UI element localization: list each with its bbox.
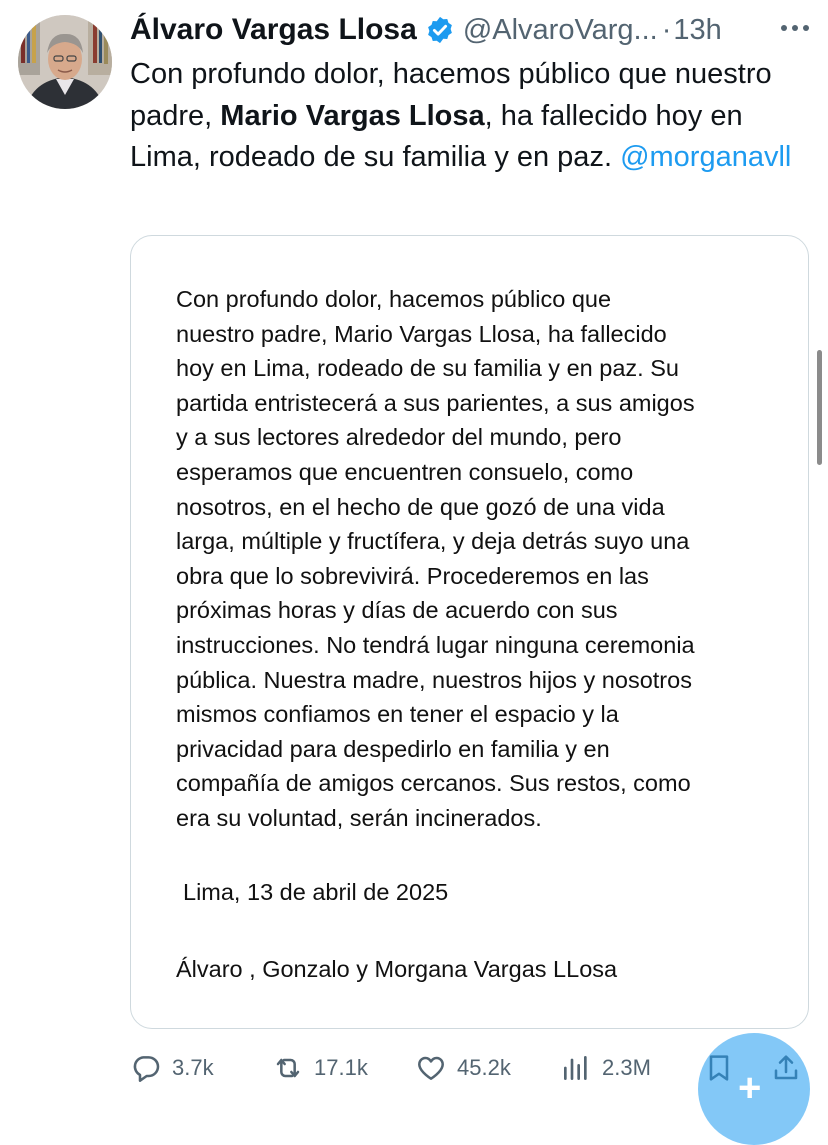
scrollbar[interactable] (817, 350, 822, 465)
reply-icon (130, 1052, 162, 1084)
tweet-timestamp[interactable]: 13h (673, 13, 722, 46)
views-chart-icon (560, 1052, 592, 1084)
tweet-text-part: , ha fallecido hoy en Lima, rodeado de su familia y en paz. (130, 99, 743, 173)
more-options-icon[interactable] (778, 18, 812, 38)
statement-line: nosotros, en el hecho de que gozó de una vida (176, 493, 665, 520)
tweet-text-bold: Mario Vargas Llosa (220, 99, 485, 132)
statement-line: y a sus lectores alrededor del mundo, pero (176, 424, 622, 451)
media-image[interactable] (130, 235, 809, 1029)
statement-line: pública. Nuestra madre, nuestros hijos y nosotros (176, 666, 692, 693)
statement-line: partida entristecerá a sus parientes, a sus amigos (176, 389, 695, 416)
statement-line: compañía de amigos cercanos. Sus restos, como (176, 770, 691, 797)
like-button[interactable] (415, 1046, 511, 1090)
tweet-text (130, 54, 800, 179)
tweet-header (130, 12, 820, 48)
repost-icon (272, 1052, 304, 1084)
plus-icon: + (738, 1066, 762, 1110)
avatar[interactable] (18, 15, 112, 109)
views-button[interactable] (560, 1046, 651, 1090)
tweet-text-part: Con profundo dolor, hacemos público que nuestro padre, (130, 58, 772, 132)
statement-line: esperamos que encuentren consuelo, como (176, 458, 634, 485)
statement-line: mismos confiamos en tener el espacio y la (176, 701, 619, 728)
statement-line: obra que lo sobrevivirá. Procederemos en las (176, 562, 649, 589)
statement-line: era su voluntad, serán incinerados. (176, 804, 542, 831)
verified-badge-icon (425, 15, 455, 45)
avatar-photo (18, 15, 112, 109)
statement-line: nuestro padre, Mario Vargas Llosa, ha fallecido (176, 320, 667, 347)
mention-link[interactable]: @morganavll (620, 141, 792, 173)
header-separator: · (661, 13, 672, 46)
reply-button[interactable] (130, 1046, 214, 1090)
author-name[interactable]: Álvaro Vargas Llosa (130, 13, 417, 46)
reply-count: 3.7k (172, 1055, 214, 1080)
repost-button[interactable] (272, 1046, 368, 1090)
statement-line: instrucciones. No tendrá lugar ninguna ceremonia (176, 631, 695, 658)
like-count: 45.2k (457, 1055, 511, 1080)
repost-count: 17.1k (314, 1055, 368, 1080)
statement-signature: Álvaro , Gonzalo y Morgana Vargas LLosa (176, 956, 618, 982)
heart-icon (415, 1052, 447, 1084)
statement-line: Con profundo dolor, hacemos público que (176, 286, 612, 312)
author-handle[interactable]: @AlvaroVarg... (462, 13, 658, 46)
statement-line: próximas horas y días de acuerdo con sus (176, 597, 618, 624)
statement-line: hoy en Lima, rodeado de su familia y en paz. Su (176, 355, 679, 382)
statement-text (176, 282, 776, 836)
statement-line: larga, múltiple y fructífera, y deja detrás suyo una (176, 528, 690, 555)
statement-place-date: Lima, 13 de abril de 2025 (183, 879, 449, 905)
statement-line: privacidad para despedirlo en familia y en (176, 735, 610, 762)
views-count: 2.3M (602, 1055, 651, 1080)
